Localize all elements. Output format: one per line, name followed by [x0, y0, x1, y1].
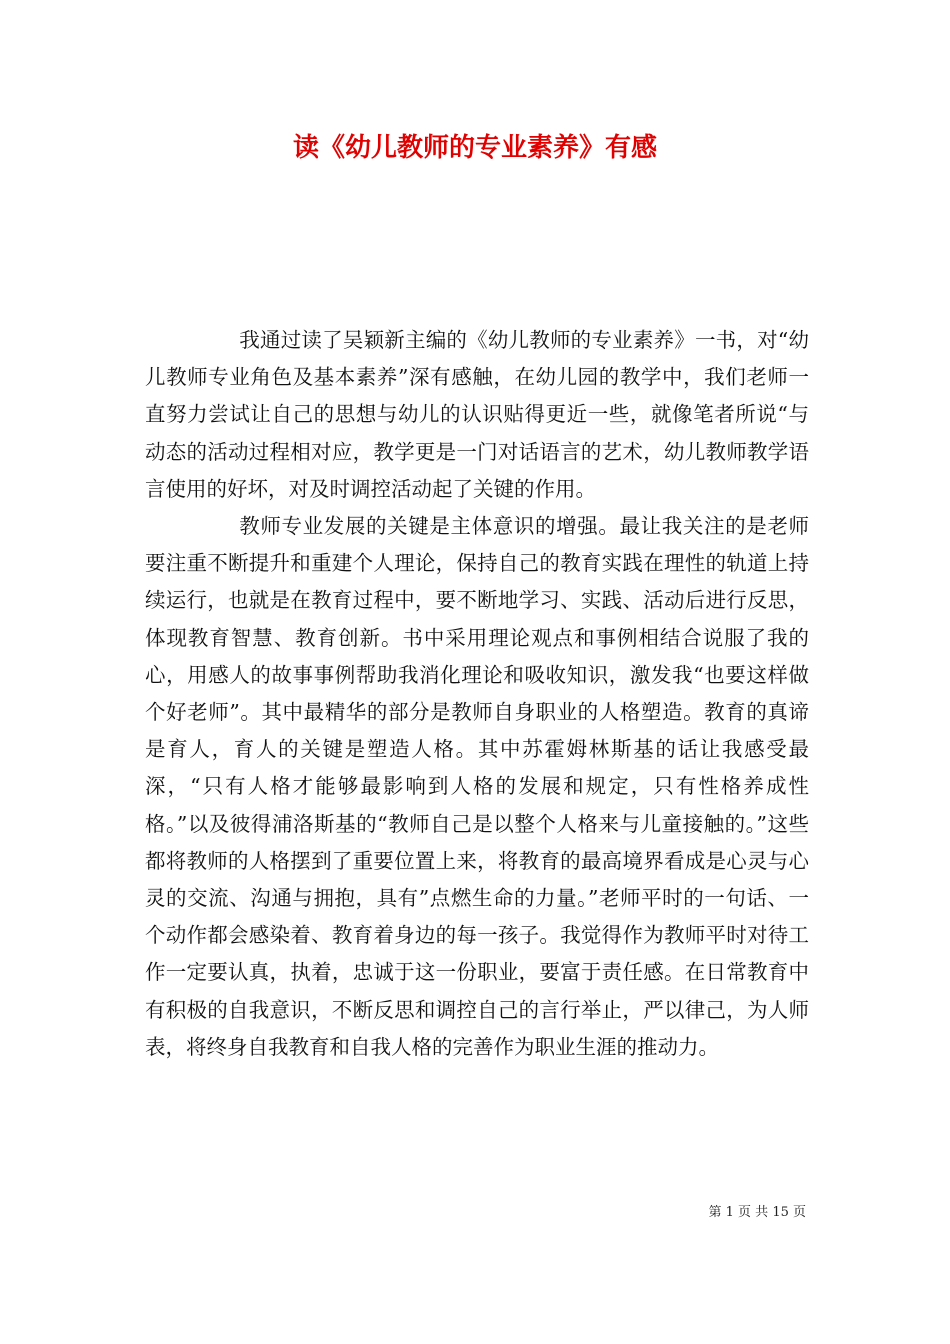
paragraph-1: 我通过读了吴颖新主编的《幼儿教师的专业素养》一书，对“幼儿教师专业角色及基本素养”深有感触，在幼儿园的教学中，我们老师一直努力尝试让自己的思想与幼儿的认识贴得更近一些，就像笔者所说“与动态的活动过程相对应，教学更是一门对话语言的艺术，幼儿教师教学语言使用的好坏，对及时调控活动起了关键的作用。: [145, 328, 809, 501]
page-number: 第 1 页 共 15 页: [708, 1205, 806, 1220]
document-body: [145, 322, 809, 1066]
paragraph-2: 教师专业发展的关键是主体意识的增强。最让我关注的是老师要注重不断提升和重建个人理论，保持自己的教育实践在理性的轨道上持续运行，也就是在教育过程中，要不断地学习、实践、活动后进行反思，体现教育智慧、教育创新。书中采用理论观点和事例相结合说服了我的心，用感人的故事事例帮助我消化理论和吸收知识，激发我“也要这样做个好老师”。其中最精华的部分是教师自身职业的人格塑造。教育的真谛是育人，育人的关键是塑造人格。其中苏霍姆林斯基的话让我感受最深，“只有人格才能够最影响到人格的发展和规定，只有性格养成性格。”以及彼得浦洛斯基的“教师自己是以整个人格来与儿童接触的。”这些都将教师的人格摆到了重要位置上来，将教育的最高境界看成是心灵与心灵的交流、沟通与拥抱，具有”点燃生命的力量。”老师平时的一句话、一个动作都会感染着、教育着身边的每一孩子。我觉得作为教师平时对待工作一定要认真，执着，忠诚于这一份职业，要富于责任感。在日常教育中有积极的自我意识，不断反思和调控自己的言行举止，严以律己，为人师表，将终身自我教育和自我人格的完善作为职业生涯的推动力。: [145, 514, 809, 1059]
document-title: 读《幼儿教师的专业素养》有感: [292, 133, 657, 163]
